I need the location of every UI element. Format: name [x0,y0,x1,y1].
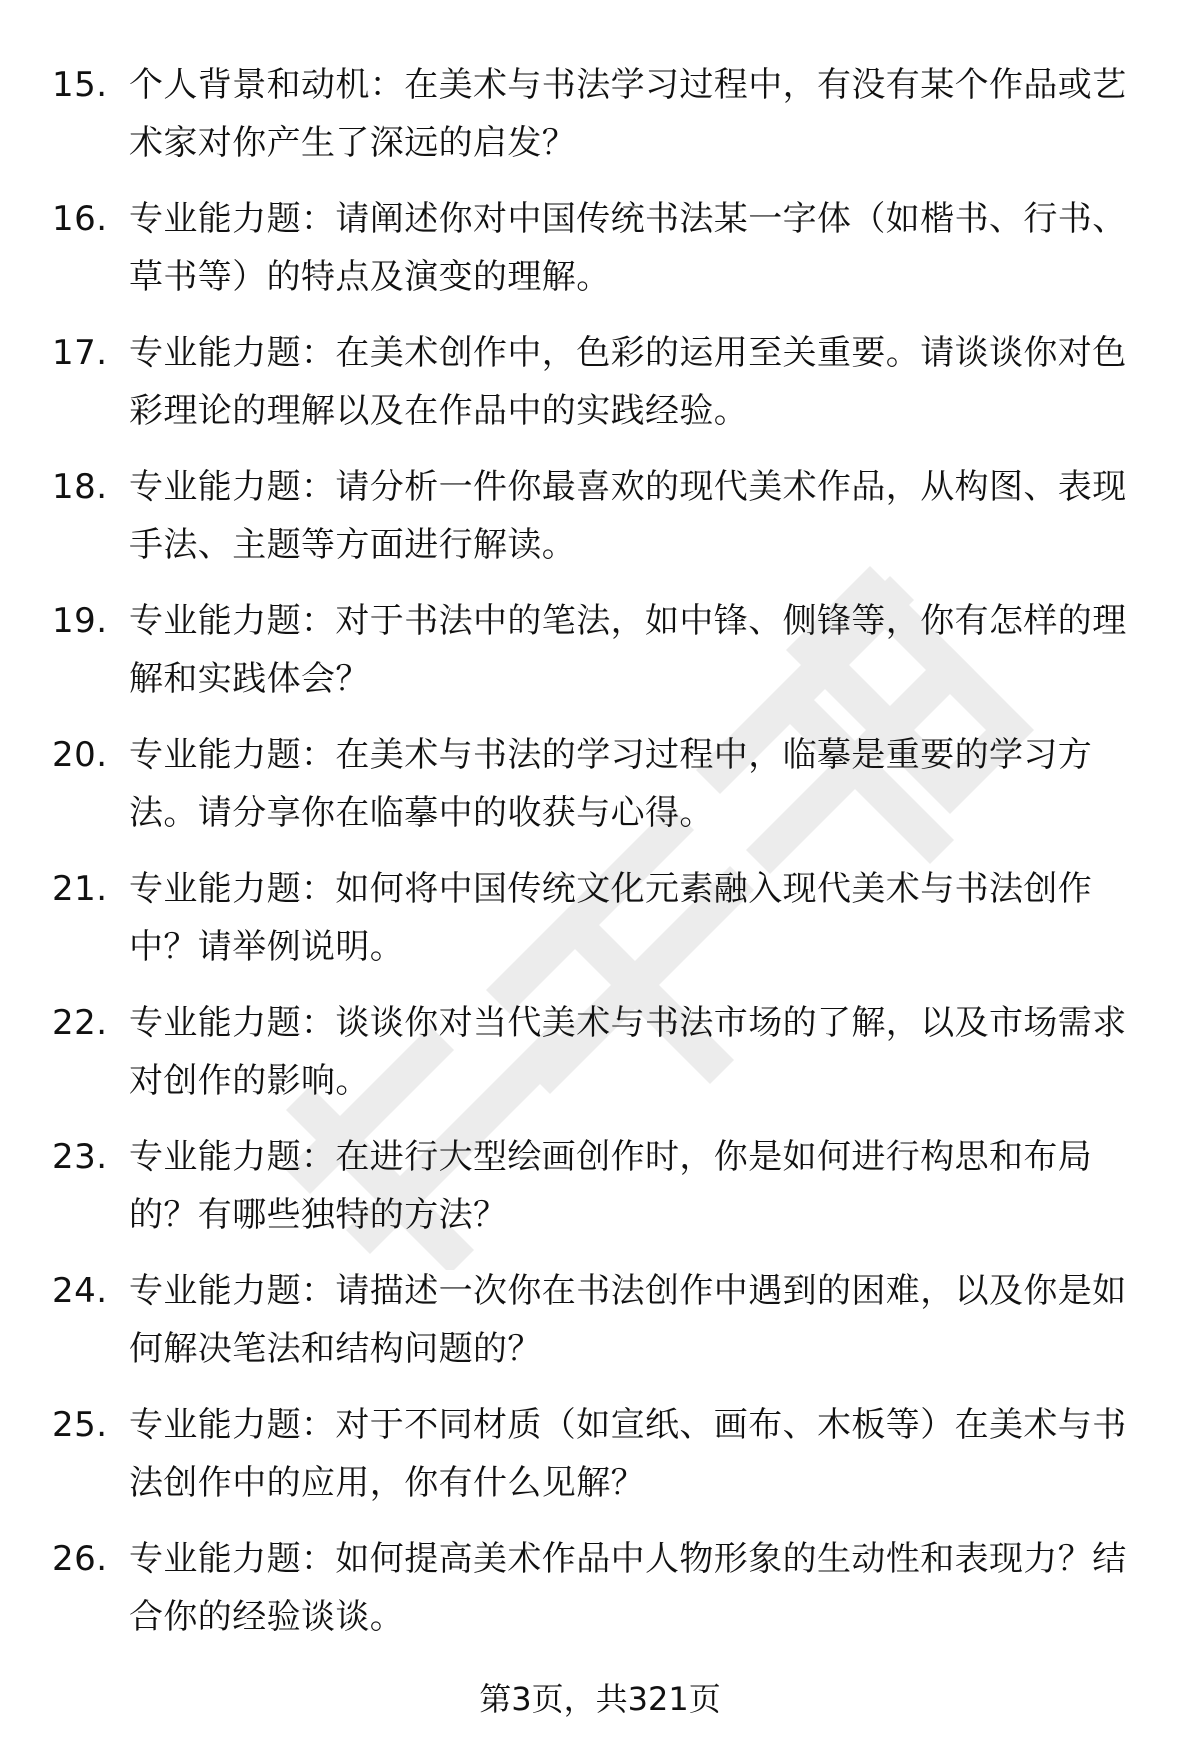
question-item [0,592,1200,710]
question-item [0,726,1200,844]
question-item [0,1396,1200,1514]
question-item [0,1530,1200,1648]
question-text: 专业能力题：对于书法中的笔法，如中锋、侧锋等，你有怎样的理解和实践体会？ [129,601,1127,699]
question-number: 16. [52,199,108,239]
question-number: 26. [52,1539,108,1579]
question-item [0,458,1200,576]
question-item [0,1128,1200,1246]
question-text: 专业能力题：在美术创作中，色彩的运用至关重要。请谈谈你对色彩理论的理解以及在作品中的实践经验。 [129,333,1127,431]
question-text: 专业能力题：在进行大型绘画创作时，你是如何进行构思和布局的？有哪些独特的方法？ [129,1137,1093,1235]
question-number: 24. [52,1271,108,1311]
question-item [0,190,1200,308]
question-text: 专业能力题：请描述一次你在书法创作中遇到的困难，以及你是如何解决笔法和结构问题的？ [129,1271,1127,1369]
question-number: 21. [52,869,108,909]
question-number: 20. [52,735,108,775]
question-item [0,860,1200,978]
question-number: 18. [52,467,108,507]
question-text: 专业能力题：请阐述你对中国传统书法某一字体（如楷书、行书、草书等）的特点及演变的理解。 [129,199,1127,297]
question-text: 专业能力题：如何将中国传统文化元素融入现代美术与书法创作中？请举例说明。 [129,869,1093,967]
question-number: 17. [52,333,108,373]
question-item [0,994,1200,1112]
page-footer: 第3页，共321页 [479,1680,721,1718]
question-text: 专业能力题：请分析一件你最喜欢的现代美术作品，从构图、表现手法、主题等方面进行解读。 [129,467,1127,565]
question-item [0,324,1200,442]
question-number: 15. [52,65,108,105]
question-text: 个人背景和动机：在美术与书法学习过程中，有没有某个作品或艺术家对你产生了深远的启发？ [129,65,1127,163]
question-text: 专业能力题：如何提高美术作品中人物形象的生动性和表现力？结合你的经验谈谈。 [129,1539,1127,1637]
question-text: 专业能力题：谈谈你对当代美术与书法市场的了解，以及市场需求对创作的影响。 [129,1003,1127,1101]
question-text: 专业能力题：在美术与书法的学习过程中，临摹是重要的学习方法。请分享你在临摹中的收获与心得。 [129,735,1093,833]
question-number: 23. [52,1137,108,1177]
question-number: 25. [52,1405,108,1445]
question-item [0,56,1200,174]
question-list [0,56,1200,1664]
question-number: 22. [52,1003,108,1043]
question-item [0,1262,1200,1380]
question-text: 专业能力题：对于不同材质（如宣纸、画布、木板等）在美术与书法创作中的应用，你有什么见解？ [129,1405,1127,1503]
question-number: 19. [52,601,108,641]
